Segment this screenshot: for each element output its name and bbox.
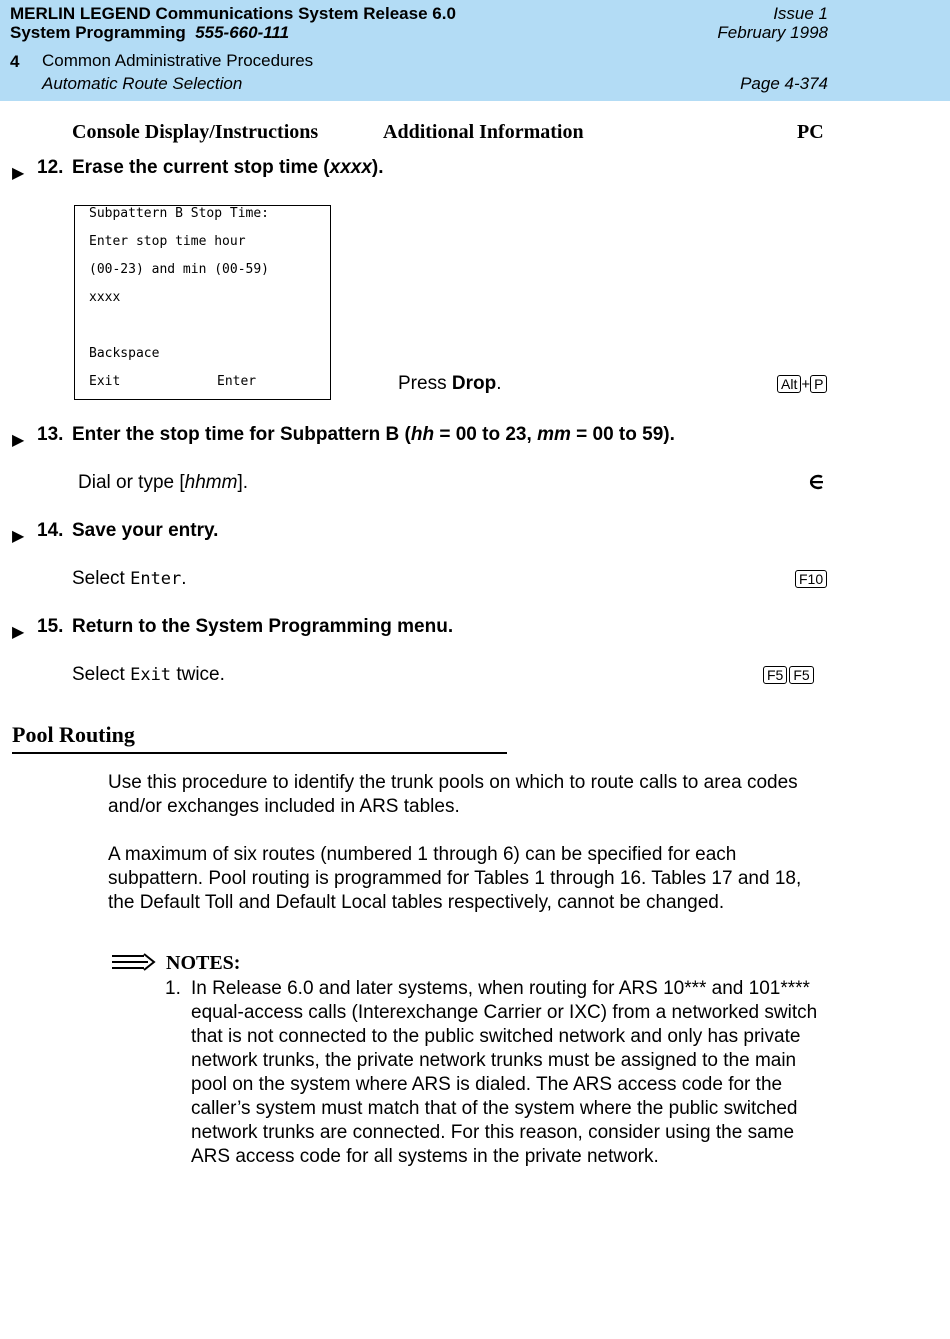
step-14-instruction: [72, 568, 187, 590]
f5-key: F5: [789, 666, 813, 684]
screen-line-4: xxxx: [89, 290, 121, 305]
f5-key: F5: [763, 666, 787, 684]
step-marker-icon: ▶: [12, 165, 25, 182]
step-marker-icon: ▶: [12, 432, 25, 449]
screen-line-2: Enter stop time hour: [89, 234, 246, 249]
step-12-text-post: ).: [371, 157, 384, 178]
paragraph-1: Use this procedure to identify the trunk pools on which to route calls to area codes and/or exchanges included in ARS tables.: [108, 772, 798, 817]
section-divider: [12, 752, 507, 754]
column-heading-console: Console Display/Instructions: [72, 121, 319, 143]
step-15-instruction: [72, 664, 225, 686]
section-heading: Pool Routing: [12, 722, 135, 747]
step-13-instruction: [78, 472, 248, 494]
chapter-title: Common Administrative Procedures: [42, 51, 314, 70]
step-15-number: 15.: [37, 616, 64, 637]
step-12-text-em: xxxx: [329, 157, 372, 178]
chapter-number: 4: [10, 52, 20, 71]
console-screen: [74, 205, 331, 400]
step-12-text: [72, 157, 384, 179]
screen-exit[interactable]: Exit: [89, 374, 121, 389]
screen-line-3: (00-23) and min (00-59): [89, 262, 270, 277]
section-title: Automatic Route Selection: [42, 74, 243, 93]
step-13-mid: = 00 to 23,: [434, 424, 538, 445]
p-key: P: [810, 375, 827, 393]
step-marker-icon: ▶: [12, 624, 25, 641]
issue-date: February 1998: [717, 23, 828, 42]
screen-backspace[interactable]: Backspace: [89, 346, 160, 361]
step-14-text: Save your entry.: [72, 520, 219, 541]
dial-pre: Dial or type [: [78, 472, 185, 493]
f10-key-group: [795, 570, 827, 589]
page-number: Page 4-374: [740, 74, 828, 93]
screen-enter[interactable]: Enter: [217, 374, 257, 389]
alt-key: Alt: [777, 375, 801, 393]
press-end: .: [496, 373, 502, 394]
dial-em: hhmm: [184, 472, 238, 493]
step-13-em-mm: mm: [537, 424, 571, 445]
step-13-number: 13.: [37, 424, 64, 445]
select-post: twice.: [171, 664, 225, 685]
enter-option: Enter: [130, 569, 182, 589]
f5-key-group: [763, 666, 814, 685]
note-number: 1.: [165, 978, 181, 999]
dial-post: ].: [237, 472, 249, 493]
step-12-instruction: [398, 373, 501, 395]
step-15-text: Return to the System Programming menu.: [72, 616, 454, 637]
step-13-text-pre: Enter the stop time for Subpattern B (: [72, 424, 411, 445]
dial-pad-icon: [806, 473, 826, 491]
step-12-text-pre: Erase the current stop time (: [72, 157, 330, 178]
select-post: .: [181, 568, 187, 589]
pc-key-combo: [777, 375, 827, 394]
drop-key-label: Drop: [451, 373, 497, 394]
column-heading-pc: PC: [797, 121, 824, 143]
screen-line-1: Subpattern B Stop Time:: [89, 206, 270, 221]
press-label: Press: [398, 373, 452, 394]
list-item: [165, 977, 830, 1169]
step-13-em-hh: hh: [410, 424, 435, 445]
notes-list: [165, 977, 830, 1169]
doc-title: MERLIN LEGEND Communications System Release 6.0: [10, 4, 456, 23]
paragraph-2: A maximum of six routes (numbered 1 through 6) can be specified for each subpattern. Pool routing is programmed for Tables 1 through 16. Tables 17 and 18, the Default Toll and Default Local tables respectively, cannot be changed.: [108, 844, 802, 913]
select-pre: Select: [72, 664, 131, 685]
step-marker-icon: ▶: [12, 528, 25, 545]
plus-sign: +: [801, 376, 811, 393]
column-heading-additional: Additional Information: [383, 121, 584, 143]
f10-key: F10: [795, 570, 827, 588]
step-12-number: 12.: [37, 157, 64, 178]
doc-number: 555-660-111: [195, 23, 290, 42]
step-13-text: [72, 424, 675, 446]
select-pre: Select: [72, 568, 131, 589]
step-14-number: 14.: [37, 520, 64, 541]
issue-label: Issue 1: [773, 4, 828, 23]
note-text: In Release 6.0 and later systems, when routing for ARS 10*** and 101**** equal-access calls (Interexchange Carrier or IXC) from a networked switch that is not connected to the public switched network and only has private network trunks, the private network trunks must be assigned to the main pool on the system where ARS is dialed. The ARS access code for the caller’s system must match that of the system where the public switched network trunks are connected. For this reason, consider using the same ARS access code for all systems in the private network.: [191, 978, 818, 1167]
doc-subtitle: [10, 23, 289, 43]
notes-label: NOTES:: [166, 952, 241, 974]
exit-option: Exit: [130, 665, 172, 685]
doc-subtitle-prefix: System Programming: [10, 23, 186, 42]
page-header: [0, 0, 950, 101]
step-13-text-post: = 00 to 59).: [570, 424, 675, 445]
note-pencil-icon: [110, 951, 158, 973]
